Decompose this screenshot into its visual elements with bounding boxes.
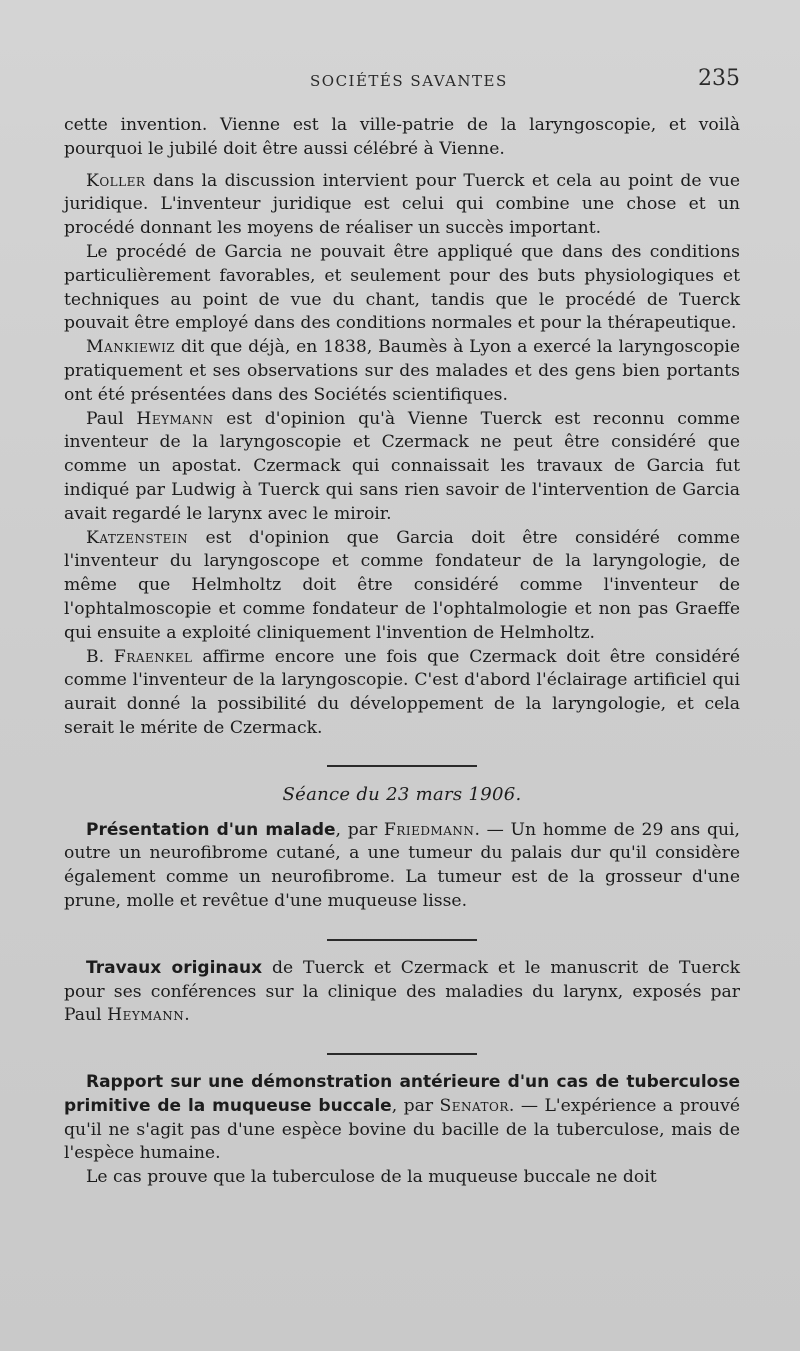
section-divider (327, 765, 477, 767)
paragraph-1-text: cette invention. Vienne est la ville-patrie de la laryngoscopie, et voilà pourquoi le jubilé doit être aussi célébré à Vienne. (64, 115, 740, 159)
page-header (64, 66, 740, 94)
section-rapport-continued (64, 1166, 740, 1190)
section-by: , par (335, 819, 384, 840)
paragraph-text: Le cas prouve que la tuberculose de la muqueuse buccale ne doit (86, 1167, 657, 1188)
section-rapport (64, 1071, 740, 1166)
paragraph-prefix: Paul (86, 408, 137, 429)
paragraph-mankiewiz (64, 336, 740, 407)
section-divider (327, 1053, 477, 1055)
section-text: de Tuerck et Czermack et le manuscrit de Tuerck pour ses conférences sur la clinique des maladies du larynx, exposés par Paul (64, 957, 741, 1026)
section-text: . — Un homme de 29 ans qui, outre un neurofibrome cutané, a une tumeur du palais dur qu'il considère également comme un neurofibrome. La tumeur est de la grosseur d'une prune, molle et revêtue d'une muqueuse lisse. (64, 819, 740, 911)
section-by: , par (391, 1095, 440, 1116)
speaker-name: Heymann (136, 408, 214, 429)
session-heading: Séance du 23 mars 1906. (282, 783, 522, 805)
paragraph-text: dans la discussion intervient pour Tuerck et cela au point de vue juridique. L'inventeur juridique est celui qui combine une chose et un procédé donnant les moyens de réaliser un succès important. (64, 170, 740, 239)
paragraph-text: est d'opinion qu'à Vienne Tuerck est reconnu comme inventeur de la laryngoscopie et Czermack ne peut être considéré que comme un apostat. Czermack qui connaissait les travaux de Garcia fut indiqué par Ludwig à Tuerck qui sans rien savoir de l'intervention de Garcia avait regardé le larynx avec le miroir. (64, 408, 740, 524)
section-travaux (64, 957, 740, 1028)
speaker-name: Koller (86, 170, 146, 191)
section-presentation (64, 819, 740, 914)
section-title: Rapport sur une démonstration antérieure d'un cas de tuberculose primitive de la muqueuse buccale (64, 1072, 740, 1116)
section-author: Heymann (107, 1005, 185, 1026)
section-text: . — L'expérience a prouvé qu'il ne s'agit pas d'une espèce bovine du bacille de la tuberculose, mais de l'espèce humaine. (64, 1095, 741, 1164)
section-title: Travaux originaux (86, 957, 263, 978)
paragraph-katzenstein (64, 527, 740, 646)
speaker-name: Fraenkel (113, 646, 193, 667)
paragraph-koller (64, 170, 740, 241)
paragraph-text: affirme encore une fois que Czermack doit être considéré comme l'inventeur de la laryngoscopie. C'est d'abord l'éclairage artificiel qui aurait donné la possibilité du développement de la laryngologie, et cela serait le mérite de Czermack. (64, 646, 740, 738)
paragraph-text: est d'opinion que Garcia doit être considéré comme l'inventeur du laryngoscope et comme fondateur de la laryngologie, de même que Helmholtz doit être considéré comme l'inventeur de l'ophtalmoscopie et comme fondateur de l'ophtalmologie et non pas Graeffe qui ensuite a exploité cliniquement l'invention de Helmholtz. (64, 527, 740, 643)
paragraph-prefix: B. (86, 646, 114, 667)
paragraph-1 (64, 114, 740, 162)
paragraph-text: dit que déjà, en 1838, Baumès à Lyon a exercé la laryngoscopie pratiquement et ses observations sur des malades et des gens bien portants ont été présentées dans des Sociétés scientifiques. (64, 337, 740, 405)
section-author: Senator (439, 1095, 509, 1116)
running-title: SOCIÉTÉS SAVANTES (310, 72, 508, 90)
page-number: 235 (698, 66, 740, 91)
section-author: Friedmann (383, 819, 475, 840)
section-divider (327, 939, 477, 941)
speaker-name: Katzenstein (86, 527, 189, 548)
speaker-name: Mankiewiz (86, 337, 176, 358)
section-title: Présentation d'un malade (86, 819, 336, 840)
paragraph-heymann (64, 408, 740, 527)
body-text (64, 114, 740, 1190)
paragraph-text: Le procédé de Garcia ne pouvait être appliqué que dans des conditions particulièrement favorables, et seulement pour des buts physiologiques et techniques au point de vue du chant, tandis que le procédé de Tuerck pouvait être employé dans des conditions normales et pour la thérapeutique. (64, 241, 740, 334)
section-end: . (184, 1005, 190, 1026)
paragraph-garcia (64, 241, 740, 336)
paragraph-fraenkel (64, 646, 740, 741)
